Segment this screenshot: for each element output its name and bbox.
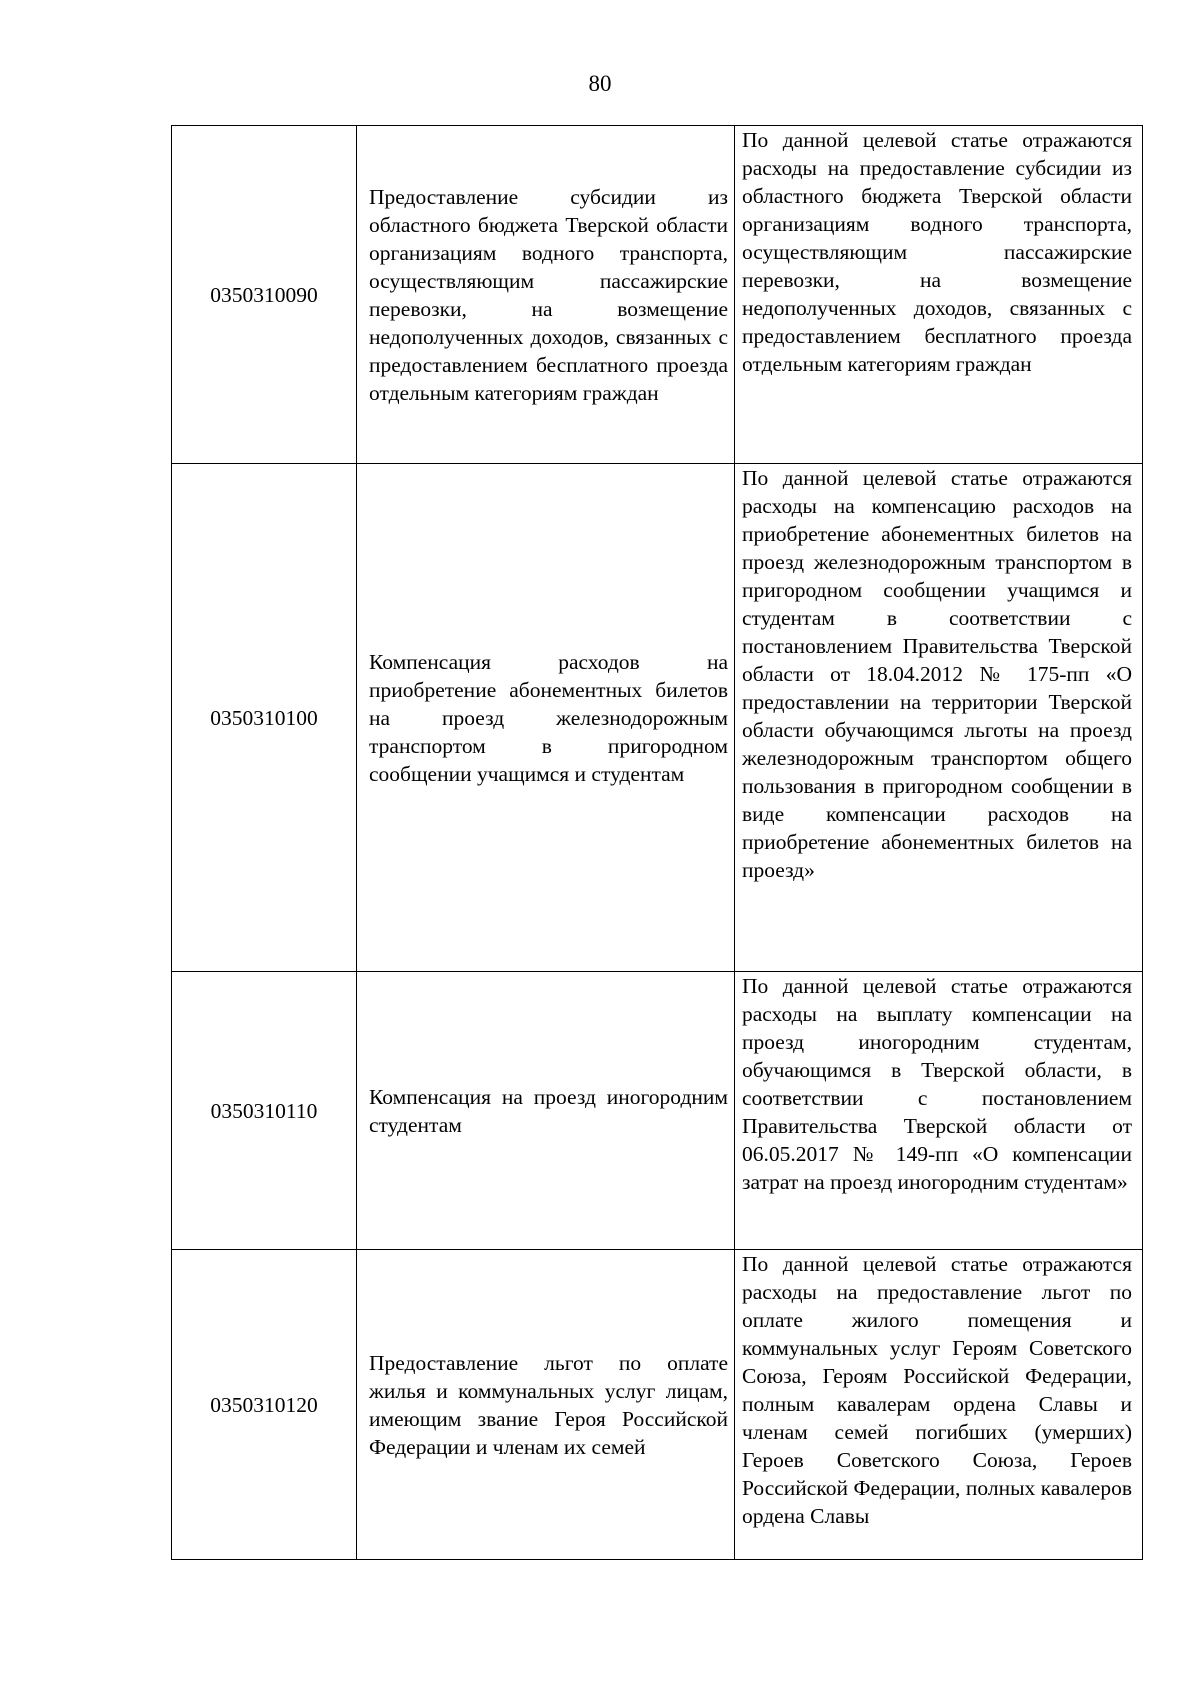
target-article-description: По данной целевой статье отражаются расходы на выплату компенсации на проезд иногородним студентам, обучающимся в Тверской области, в соответствии с постановлением Правительства Тверской области от 06.05.2017 № 149-пп «О компенсации затрат на проезд иногородним студентам»: [735, 972, 1143, 1250]
target-article-code: 0350310110: [172, 972, 357, 1250]
target-article-description: По данной целевой статье отражаются расходы на предоставление льгот по оплате жилого помещения и коммунальных услуг Героям Советского Союза, Героям Российской Федерации, полным кавалерам ордена Славы и членам семей погибших (умерших) Героев Советского Союза, Героев Российской Федерации, полных кавалеров ордена Славы: [735, 1250, 1143, 1560]
target-article-code: 0350310120: [172, 1250, 357, 1560]
target-article-description: По данной целевой статье отражаются расходы на предоставление субсидии из областного бюджета Тверской области организациям водного транспорта, осуществляющим пассажирские перевозки, на возмещение недополученных доходов, связанных с предоставлением бесплатного проезда отдельным категориям граждан: [735, 126, 1143, 464]
table-row: [172, 464, 1143, 972]
target-article-name: Предоставление льгот по оплате жилья и коммунальных услуг лицам, имеющим звание Героя Российской Федерации и членам их семей: [357, 1250, 735, 1560]
target-article-name: Предоставление субсидии из областного бюджета Тверской области организациям водного транспорта, осуществляющим пассажирские перевозки, на возмещение недополученных доходов, связанных с предоставлением бесплатного проезда отдельным категориям граждан: [357, 126, 735, 464]
budget-classification-table: [171, 125, 1143, 1560]
table-row: [172, 1250, 1143, 1560]
target-article-description: По данной целевой статье отражаются расходы на компенсацию расходов на приобретение абонементных билетов на проезд железнодорожным транспортом в пригородном сообщении учащимся и студентам в соответствии с постановлением Правительства Тверской области от 18.04.2012 № 175-пп «О предоставлении на территории Тверской области обучающимся льготы на проезд железнодорожным транспортом общего пользования в пригородном сообщении в виде компенсации расходов на приобретение абонементных билетов на проезд»: [735, 464, 1143, 972]
table-row: [172, 972, 1143, 1250]
page-number: 80: [588, 71, 612, 96]
target-article-name: Компенсация на проезд иногородним студентам: [357, 972, 735, 1250]
target-article-name: Компенсация расходов на приобретение абонементных билетов на проезд железнодорожным транспортом в пригородном сообщении учащимся и студентам: [357, 464, 735, 972]
target-article-code: 0350310100: [172, 464, 357, 972]
target-article-code: 0350310090: [172, 126, 357, 464]
table-row: [172, 126, 1143, 464]
